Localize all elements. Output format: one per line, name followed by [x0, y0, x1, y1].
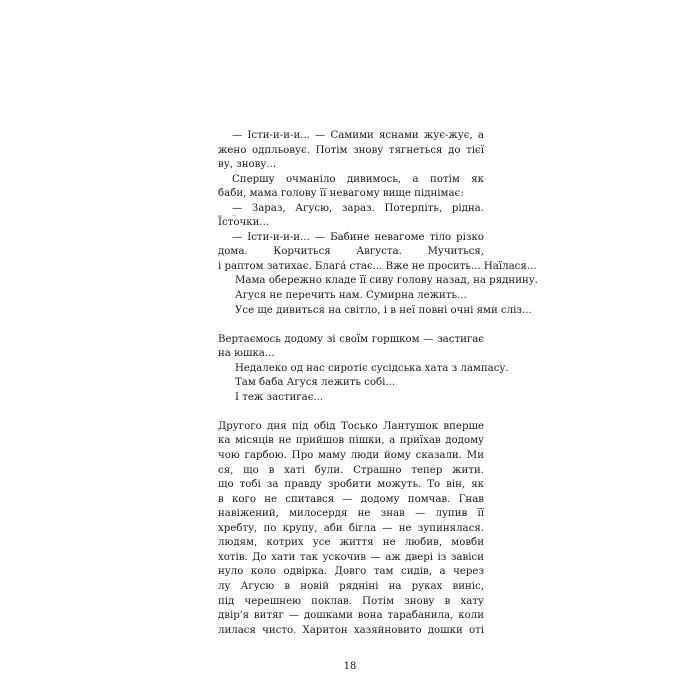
text-line: Агуся не перечить нам. Сумирна лежить... [235, 290, 467, 302]
text-line: хотів. До хати так ускочив — аж двері із завіси [218, 551, 484, 563]
text-line: навіжений, милосердя не знав — лупив її [218, 508, 484, 520]
text-line: хребту, по крупу, аби бігла — не зупинялася. [218, 522, 484, 534]
text-block [218, 129, 539, 318]
text-line: Усе ще дивиться на світло, і в неї повні очні ями сліз... [235, 304, 532, 316]
paragraph-gap [218, 405, 484, 420]
text-line: — Зараз, Агусю, зараз. Потерпіть, рідна. [232, 202, 484, 214]
text-line: що тобі за правду зробити можуть. То він, як [218, 479, 484, 491]
text-line: лилася чисто. Харитон хазяйновито дошки оті [218, 624, 484, 636]
text-line: лу Агусю в новій рядніні на руках виніс, [218, 580, 484, 592]
text-line: нуло коло одвірка. Довго там сидів, а через [218, 566, 484, 578]
text-line: дома. Корчиться Августа. Мучиться, [218, 246, 484, 258]
text-line: Недалеко од нас сиротіє сусідська хата з лампасу. [235, 362, 509, 374]
text-line: людям, котрих усе життя не любив, мовби [218, 537, 484, 549]
text-line: жено одпльовує. Потім знову тягнеться до тієї [218, 144, 484, 156]
text-block [218, 333, 509, 406]
text-line: — Істи-и-и-и... — Самими яснами жує-жує, а [232, 130, 484, 141]
text-line: чою гарбою. Про маму люди йому сказали. Ми [218, 450, 484, 462]
paragraph-gap [218, 318, 484, 333]
page-number: 18 [343, 661, 357, 672]
text-line: Мама обережно кладе її сиву голову назад, на ряднину. [235, 275, 539, 287]
page-body [218, 129, 539, 638]
text-line: в кого не спитався — додому помчав. Гнав [218, 493, 484, 505]
text-line: Вертаємось додому зі своїм горшком — застигає [218, 333, 484, 345]
text-line: ву, знову... [218, 159, 277, 171]
text-line: І теж застигає... [235, 391, 324, 403]
text-line: баби, мама голову її невагому вище піднімає: [218, 188, 464, 200]
text-line: під черешнею поклав. Потім знову в хату [218, 595, 484, 607]
text-line: Другого дня під обід Тосько Лантушок вперше [218, 420, 484, 432]
text-line: двір'я витяг — дошками вона тарабанила, коли [218, 610, 484, 622]
text-line: Спершу очманіло дивимось, а потім як [232, 173, 484, 185]
text-line: — Істи-и-и-и... — Бабине невагоме тіло різко [232, 231, 484, 243]
text-line: ся, що в хаті були. Страшно тепер жити. [218, 464, 484, 476]
text-line: і раптом затихає. Блага́ стає... Вже не просить... Наїлася... [218, 260, 537, 272]
text-line: Їсточки... [218, 217, 270, 229]
text-line: Там баба Агуся лежить собі... [235, 377, 396, 389]
text-block [218, 420, 484, 638]
text-line: ка місяців не прийшов пішки, а приїхав додому [218, 435, 484, 447]
text-line: на юшка... [218, 348, 275, 360]
